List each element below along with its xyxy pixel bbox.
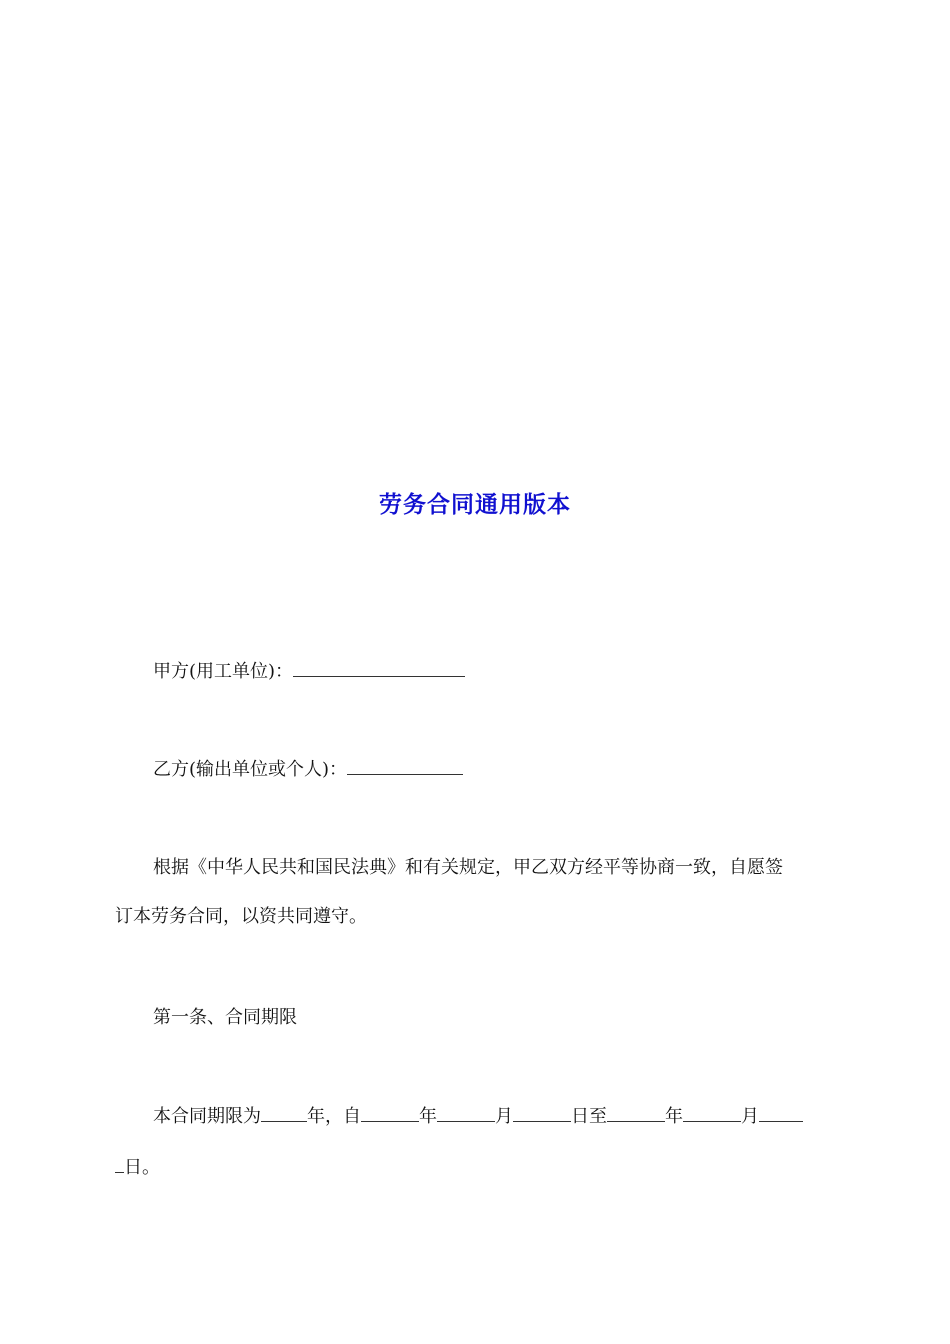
term-text: 年，自 bbox=[307, 1106, 361, 1127]
term-years-blank bbox=[261, 1103, 307, 1122]
term-line-2 bbox=[115, 1154, 837, 1182]
term-text: 日。 bbox=[124, 1157, 160, 1178]
end-day-blank-part1 bbox=[759, 1103, 803, 1122]
party-a-line bbox=[115, 658, 875, 686]
party-b-line bbox=[115, 756, 875, 784]
document-title: 劳务合同通用版本 bbox=[379, 491, 571, 518]
term-text: 月 bbox=[741, 1106, 759, 1127]
term-line-1 bbox=[115, 1103, 875, 1131]
start-month-blank bbox=[437, 1103, 495, 1122]
preamble-line-1: 根据《中华人民共和国民法典》和有关规定，甲乙双方经平等协商一致，自愿签 bbox=[153, 857, 783, 878]
term-text: 月 bbox=[495, 1106, 513, 1127]
end-year-blank bbox=[607, 1103, 665, 1122]
term-text: 年 bbox=[419, 1106, 437, 1127]
preamble-line-2: 订本劳务合同，以资共同遵守。 bbox=[115, 906, 367, 927]
term-text: 年 bbox=[665, 1106, 683, 1127]
term-text: 日至 bbox=[571, 1106, 607, 1127]
party-b-label: 乙方(输出单位或个人)： bbox=[153, 759, 348, 780]
party-b-blank bbox=[347, 756, 463, 775]
end-day-blank-part2 bbox=[115, 1154, 124, 1173]
end-month-blank bbox=[683, 1103, 741, 1122]
start-year-blank bbox=[361, 1103, 419, 1122]
start-day-blank bbox=[513, 1103, 571, 1122]
party-a-label: 甲方(用工单位)： bbox=[153, 661, 294, 682]
party-a-blank bbox=[293, 658, 465, 677]
article-1-heading: 第一条、合同期限 bbox=[153, 1007, 297, 1028]
term-text: 本合同期限为 bbox=[153, 1106, 261, 1127]
